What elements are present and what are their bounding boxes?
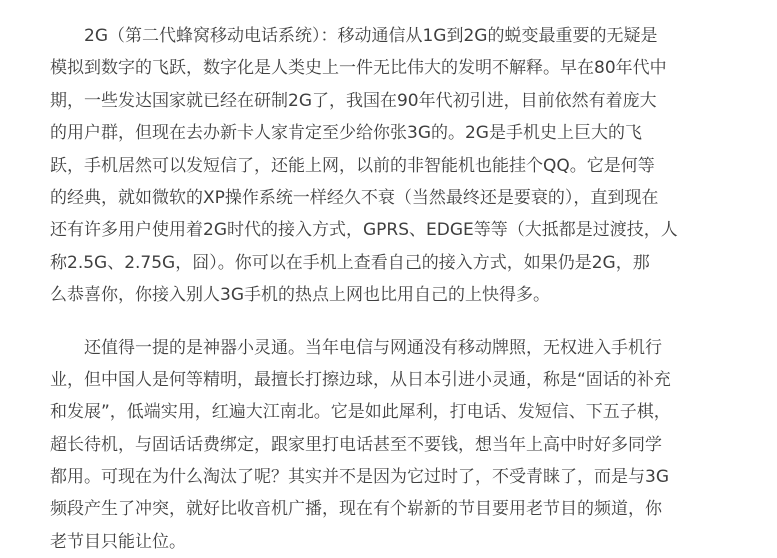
text-line: 的经典，就如微软的XP操作系统一样经久不衰（当然最终还是要衰的），直到现在 [50, 187, 659, 208]
paragraph-xiaolingtong [50, 332, 722, 558]
text-line: 跃，手机居然可以发短信了，还能上网，以前的非智能机也能挂个QQ。它是何等 [50, 155, 655, 176]
text-line: 2G（第二代蜂窝移动电话系统）：移动通信从1G到2G的蜕变最重要的无疑是 [50, 26, 658, 46]
paragraph-2g [50, 20, 722, 312]
text-line: 频段产生了冲突，就好比收音机广播，现在有个崭新的节目要用老节目的频道，你 [50, 499, 662, 520]
text-line: 还值得一提的是神器小灵通。当年电信与网通没有移动牌照，无权进入手机行 [50, 337, 662, 358]
text-line: 的用户群，但现在去办新卡人家肯定至少给你张3G的。2G是手机史上巨大的飞 [50, 123, 642, 144]
text-line: 还有许多用户使用着2G时代的接入方式，GPRS、EDGE等等（大抵都是过渡技，人 [50, 220, 678, 241]
text-line: 称2.5G、2.75G，囧）。你可以在手机上查看自己的接入方式，如果仍是2G，那 [50, 252, 650, 273]
text-line: 老节目只能让位。 [50, 531, 186, 552]
text-line: 模拟到数字的飞跃，数字化是人类史上一件无比伟大的发明不解释。早在80年代中 [50, 58, 667, 79]
text-line: 超长待机，与固话话费绑定，跟家里打电话甚至不要钱，想当年上高中时好多同学 [50, 434, 662, 455]
article-body [50, 20, 722, 558]
text-line: 期，一些发达国家就已经在研制2G了，我国在90年代初引进，目前依然有着庞大 [50, 90, 657, 111]
text-line: 和发展”，低端实用，红遍大江南北。它是如此犀利，打电话、发短信、下五子棋， [50, 402, 671, 423]
text-line: 业，但中国人是何等精明，最擅长打擦边球，从日本引进小灵通，称是“固话的补充 [50, 369, 671, 390]
text-line: 都用。可现在为什么淘汰了呢？其实并不是因为它过时了，不受青睐了，而是与3G [50, 467, 669, 488]
text-line: 么恭喜你，你接入别人3G手机的热点上网也比用自己的上快得多。 [50, 285, 550, 306]
